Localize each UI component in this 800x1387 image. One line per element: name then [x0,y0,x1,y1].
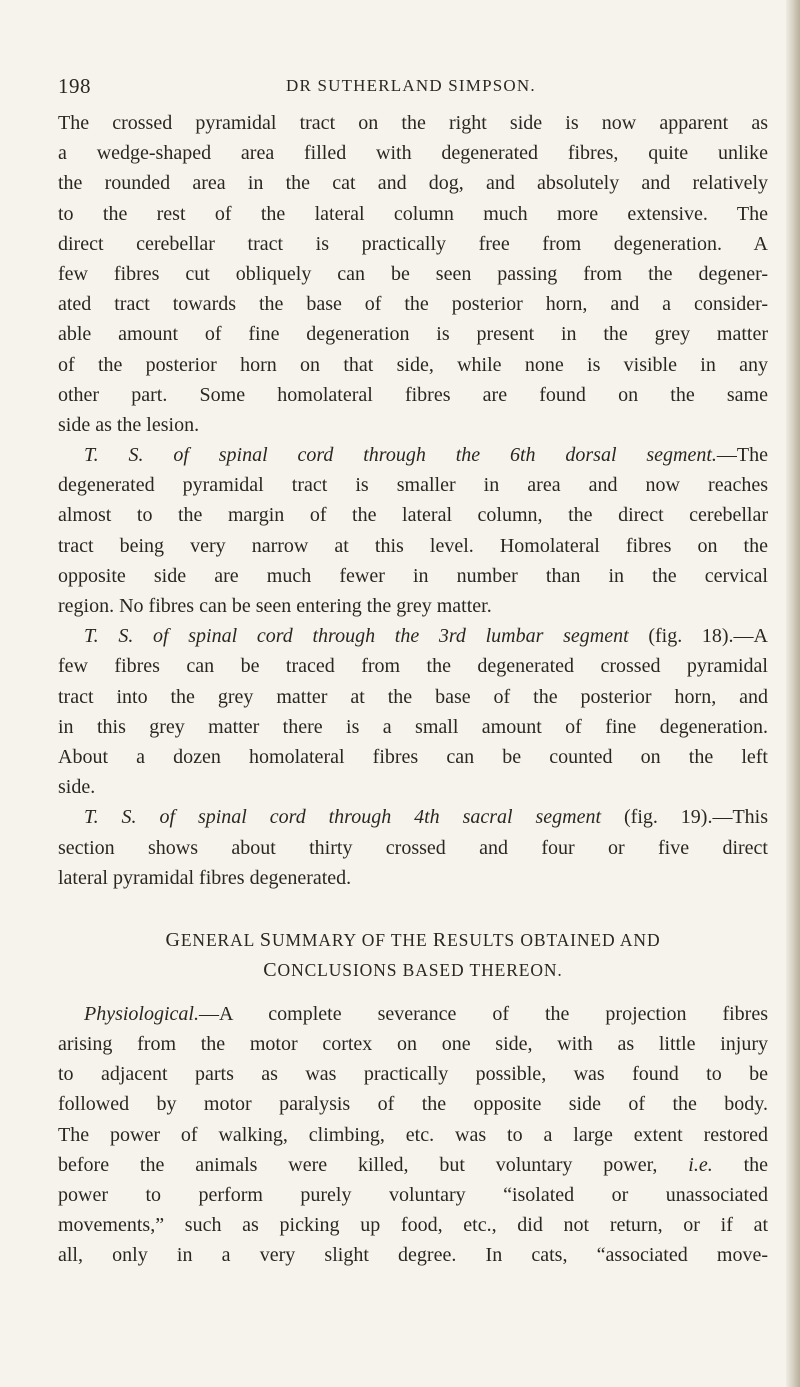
text-line: opposite side are much fewer in number than in the cervical [58,564,768,587]
spacer [58,893,768,925]
text-line: all, only in a very slight degree. In cats, “associated move- [58,1244,768,1267]
running-head [58,74,748,102]
text-line: About a dozen homolateral fibres can be counted on the left [58,745,768,768]
text-line: degenerated pyramidal tract is smaller in area and now reaches [58,474,768,497]
text-line: The power of walking, climbing, etc. was to a large extent restored [58,1123,768,1146]
running-head-title: DR SUTHERLAND SIMPSON. [286,76,536,95]
text-line: lateral pyramidal fibres degenerated. [58,866,352,889]
page-number: 198 [58,74,91,98]
text-line: the rounded area in the cat and dog, and absolutely and relatively [58,172,768,195]
text-run: the [712,1153,768,1176]
italic-run-heading: T. S. of spinal cord through the 3rd lumbar segment [84,625,629,648]
text-line [58,621,768,651]
text-line: The crossed pyramidal tract on the right side is now apparent as [58,112,768,134]
text-line: able amount of fine degeneration is present in the grey matter [58,323,768,346]
text-line: to adjacent parts as was practically possible, was found to be [58,1063,768,1086]
text-line: section shows about thirty crossed and four or five direct [58,836,768,859]
text-run: —The [716,444,768,467]
italic-run-heading: T. S. of spinal cord through 4th sacral segment [84,806,602,829]
text-line: a wedge-shaped area filled with degenerated fibres, quite unlike [58,142,768,165]
italic-run: i.e. [688,1153,713,1176]
text-run: (fig. 19).—This [601,806,769,829]
paragraph [58,802,768,893]
paragraph [58,999,768,1271]
text-line: few fibres can be traced from the degenerated crossed pyramidal [58,655,768,678]
paragraph [58,440,768,621]
text-run: (fig. 18).—A [628,625,769,648]
text-line: almost to the margin of the lateral column, the direct cerebellar [58,504,768,527]
text-line [58,999,768,1029]
section-heading-line: CONCLUSIONS BASED THEREON. [263,958,563,981]
text-line: to the rest of the lateral column much more extensive. The [58,202,768,225]
spacer [58,985,768,999]
text-line: movements,” such as picking up food, etc., did not return, or if at [58,1214,768,1237]
text-line: ated tract towards the base of the posterior horn, and a consider- [58,293,768,316]
body-text [58,108,768,1271]
text-line: tract being very narrow at this level. Homolateral fibres on the [58,534,768,557]
section-heading-line: GENERAL SUMMARY OF THE RESULTS OBTAINED AND [165,928,661,951]
text-line: in this grey matter there is a small amount of fine degeneration. [58,715,768,738]
text-line: arising from the motor cortex on one side, with as little injury [58,1033,768,1056]
text-line [58,440,768,470]
text-line: of the posterior horn on that side, while none is visible in any [58,353,768,376]
text-line: followed by motor paralysis of the opposite side of the body. [58,1093,768,1116]
paragraph [58,621,768,802]
text-line: region. No fibres can be seen entering the grey matter. [58,595,492,617]
page-binding-edge [786,0,800,1387]
section-heading [58,925,768,985]
text-run: before the animals were killed, but voluntary power, [58,1153,689,1176]
text-line: power to perform purely voluntary “isolated or unassociated [58,1184,768,1206]
text-line: side. [58,776,96,799]
italic-run-heading: T. S. of spinal cord through the 6th dorsal segment. [84,444,717,467]
text-line: other part. Some homolateral fibres are found on the same [58,383,768,406]
text-line: direct cerebellar tract is practically free from degeneration. A [58,232,768,255]
text-line [58,802,768,832]
text-run: —A complete severance of the projection fibres [198,1002,768,1025]
text-line: side as the lesion. [58,413,200,436]
text-line: tract into the grey matter at the base of the posterior horn, and [58,685,768,708]
text-line [58,1150,768,1180]
text-line: few fibres cut obliquely can be seen passing from the degener- [58,262,768,285]
italic-run-heading: Physiological. [84,1002,199,1025]
paragraph [58,108,768,440]
